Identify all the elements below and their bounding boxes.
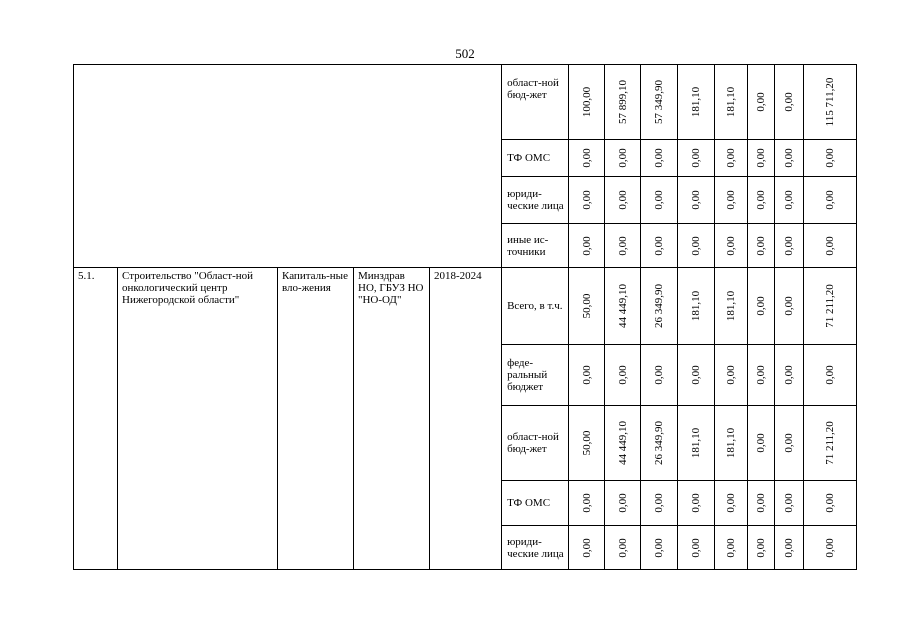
value-cell: 0,00	[775, 481, 804, 526]
value-cell: 0,00	[804, 345, 857, 406]
value-cell: 50,00	[569, 406, 605, 481]
value-cell: 0,00	[715, 526, 748, 570]
value-cell: 181,10	[715, 268, 748, 345]
value-cell: 0,00	[775, 177, 804, 224]
value-cell: 0,00	[569, 481, 605, 526]
value-cell: 0,00	[748, 224, 775, 268]
item-period: 2018-2024	[430, 268, 502, 570]
value-cell: 0,00	[678, 481, 715, 526]
value-cell: 57 899,10	[605, 65, 641, 140]
value-cell: 0,00	[715, 177, 748, 224]
value-cell: 0,00	[569, 526, 605, 570]
value-cell: 50,00	[569, 268, 605, 345]
source-label: област-ной бюд-жет	[502, 65, 569, 140]
source-label: Всего, в т.ч.	[502, 268, 569, 345]
value-cell: 0,00	[775, 268, 804, 345]
table-row	[74, 65, 857, 140]
value-cell: 0,00	[775, 526, 804, 570]
blank-continuation-cell	[74, 65, 502, 268]
value-cell: 0,00	[605, 177, 641, 224]
value-cell: 0,00	[804, 481, 857, 526]
value-cell: 181,10	[678, 65, 715, 140]
value-cell: 181,10	[715, 406, 748, 481]
source-label: област-ной бюд-жет	[502, 406, 569, 481]
value-cell: 0,00	[678, 526, 715, 570]
value-cell: 0,00	[804, 177, 857, 224]
source-label: ТФ ОМС	[502, 140, 569, 177]
value-cell: 0,00	[748, 268, 775, 345]
value-cell: 0,00	[748, 526, 775, 570]
value-cell: 0,00	[748, 406, 775, 481]
value-cell: 0,00	[775, 140, 804, 177]
value-cell: 0,00	[605, 224, 641, 268]
item-type: Капиталь-ные вло-жения	[278, 268, 354, 570]
value-cell: 44 449,10	[605, 406, 641, 481]
value-cell: 181,10	[715, 65, 748, 140]
value-cell: 44 449,10	[605, 268, 641, 345]
item-name: Строительство "Област-ной онкологический центр Нижегородской области"	[118, 268, 278, 570]
value-cell: 0,00	[775, 345, 804, 406]
value-cell: 0,00	[569, 140, 605, 177]
source-label: юриди-ческие лица	[502, 526, 569, 570]
value-cell: 0,00	[605, 526, 641, 570]
value-cell: 0,00	[641, 140, 678, 177]
value-cell: 0,00	[775, 65, 804, 140]
value-cell: 100,00	[569, 65, 605, 140]
value-cell: 0,00	[605, 345, 641, 406]
value-cell: 0,00	[804, 140, 857, 177]
value-cell: 0,00	[748, 140, 775, 177]
value-cell: 0,00	[641, 526, 678, 570]
value-cell: 0,00	[715, 224, 748, 268]
value-cell: 0,00	[748, 65, 775, 140]
value-cell: 0,00	[641, 177, 678, 224]
value-cell: 0,00	[678, 177, 715, 224]
item-executor: Минздрав НО, ГБУЗ НО "НО-ОД"	[354, 268, 430, 570]
value-cell: 181,10	[678, 268, 715, 345]
value-cell: 0,00	[715, 345, 748, 406]
value-cell: 0,00	[804, 224, 857, 268]
source-label: юриди-ческие лица	[502, 177, 569, 224]
value-cell: 0,00	[605, 140, 641, 177]
value-cell: 0,00	[748, 177, 775, 224]
source-label: ТФ ОМС	[502, 481, 569, 526]
value-cell: 0,00	[804, 526, 857, 570]
value-cell: 0,00	[715, 481, 748, 526]
item-number: 5.1.	[74, 268, 118, 570]
value-cell: 0,00	[748, 481, 775, 526]
value-cell: 0,00	[748, 345, 775, 406]
value-cell: 71 211,20	[804, 406, 857, 481]
value-cell: 57 349,90	[641, 65, 678, 140]
value-cell: 0,00	[641, 224, 678, 268]
value-cell: 0,00	[569, 345, 605, 406]
value-cell: 0,00	[569, 177, 605, 224]
value-cell: 181,10	[678, 406, 715, 481]
value-cell: 26 349,90	[641, 268, 678, 345]
table-row	[74, 268, 857, 345]
value-cell: 0,00	[775, 224, 804, 268]
value-cell: 71 211,20	[804, 268, 857, 345]
value-cell: 0,00	[641, 345, 678, 406]
value-cell: 0,00	[775, 406, 804, 481]
value-cell: 0,00	[678, 140, 715, 177]
value-cell: 0,00	[678, 345, 715, 406]
source-label: иные ис-точники	[502, 224, 569, 268]
value-cell: 0,00	[605, 481, 641, 526]
value-cell: 0,00	[641, 481, 678, 526]
budget-table	[73, 64, 857, 570]
source-label: феде-ральный бюджет	[502, 345, 569, 406]
value-cell: 0,00	[715, 140, 748, 177]
value-cell: 115 711,20	[804, 65, 857, 140]
value-cell: 26 349,90	[641, 406, 678, 481]
page-number: 502	[455, 46, 475, 61]
value-cell: 0,00	[569, 224, 605, 268]
value-cell: 0,00	[678, 224, 715, 268]
